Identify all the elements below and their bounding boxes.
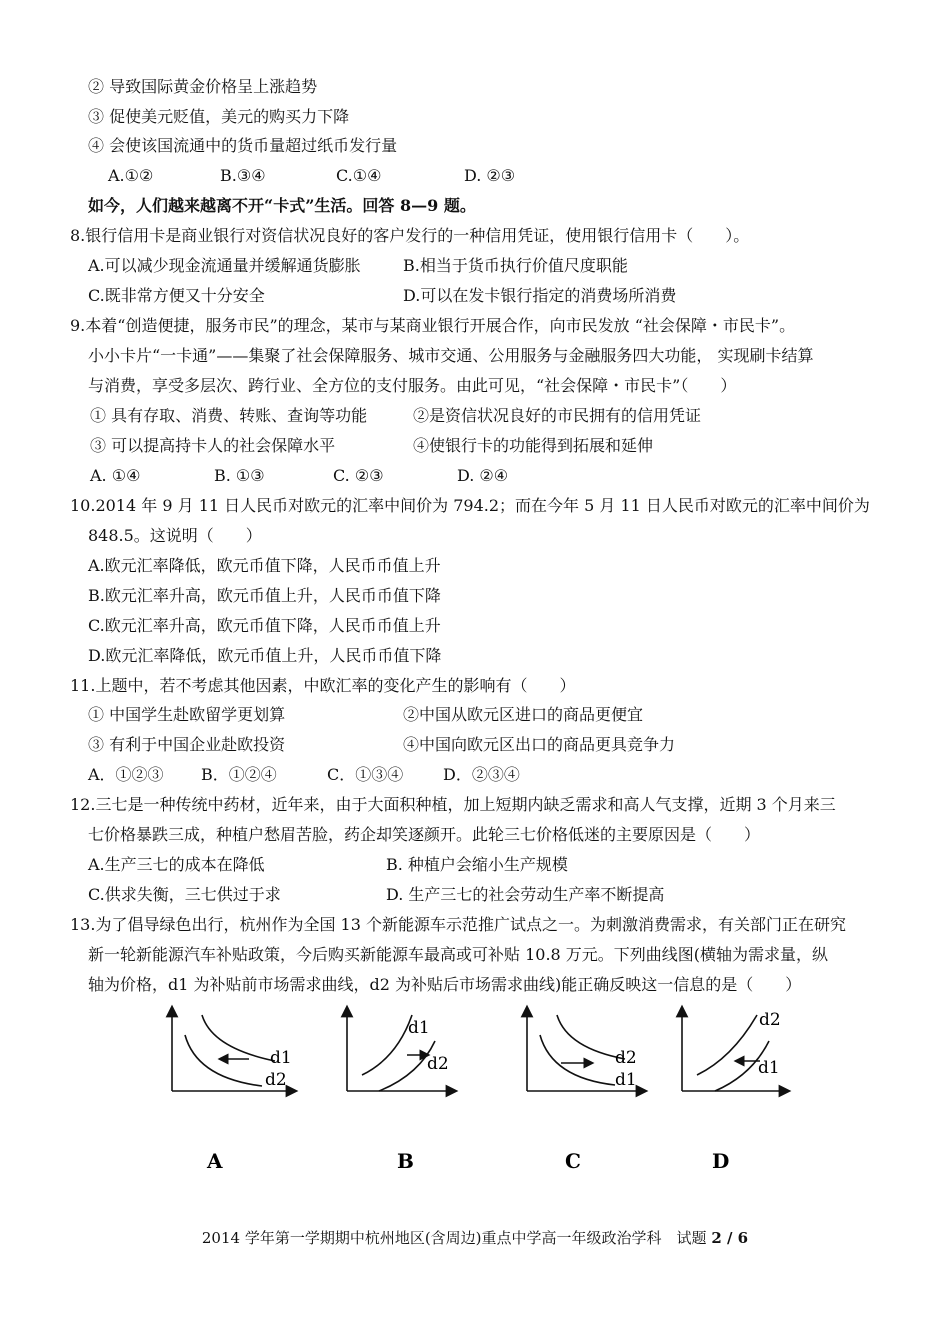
q9-line-2: 小小卡片“一卡通”——集聚了社会保障服务、城市交通、公用服务与金融服务四大功能， 实现刷卡结算 <box>88 346 814 365</box>
curve-b-upper <box>362 1015 412 1075</box>
q7-item-4: ④ 会使该国流通中的货币量超过纸币发行量 <box>88 136 398 155</box>
q11-option-a: A．①②③ <box>88 765 164 784</box>
q7-item-2: ② 导致国际黄金价格呈上涨趋势 <box>88 77 318 96</box>
label-a-lower: d2 <box>265 1070 287 1090</box>
label-a-upper: d1 <box>270 1048 292 1068</box>
q9-item-1: ① 具有存取、消费、转账、查询等功能 <box>90 406 368 425</box>
graph-panel-d <box>682 1010 785 1173</box>
q12-line-1: 12.三七是一种传统中药材，近年来，由于大面积种植，加上短期内缺乏需求和高人气支撑，近期 3 个月来三 <box>70 795 836 814</box>
demand-curve-figure <box>157 1003 792 1193</box>
q10-line-2: 848.5。这说明（ ） <box>88 526 262 545</box>
q11-item-1: ① 中国学生赴欧留学更划算 <box>88 705 286 724</box>
label-c-upper: d2 <box>615 1048 637 1068</box>
q9-item-2: ②是资信状况良好的市民拥有的信用凭证 <box>413 406 702 425</box>
q12-option-d: D. 生产三七的社会劳动生产率不断提高 <box>386 885 665 904</box>
label-b-lower: d2 <box>427 1054 449 1074</box>
q10-option-c: C.欧元汇率升高，欧元币值下降，人民币币值上升 <box>88 616 441 635</box>
q9-item-4: ④使银行卡的功能得到拓展和延伸 <box>413 436 654 455</box>
panel-letter-d: D <box>712 1149 730 1173</box>
q9-item-3: ③ 可以提高持卡人的社会保障水平 <box>90 436 336 455</box>
footer-text: 2014 学年第一学期期中杭州地区(含周边)重点中学高一年级政治学科 试题 <box>201 1229 707 1247</box>
panel-letter-c: C <box>565 1149 581 1173</box>
q8-option-d: D.可以在发卡银行指定的消费场所消费 <box>403 286 677 305</box>
q7-option-b: B.③④ <box>220 166 266 185</box>
q11-stem: 11.上题中，若不考虑其他因素，中欧汇率的变化产生的影响有（ ） <box>70 676 576 695</box>
q13-line-1: 13.为了倡导绿色出行，杭州作为全国 13 个新能源车示范推广试点之一。为刺激消费需求，有关部门正在研究 <box>70 915 846 934</box>
q10-option-d: D.欧元汇率降低，欧元币值上升，人民币币值下降 <box>88 646 442 665</box>
q13-line-3: 轴为价格，d1 为补贴前市场需求曲线，d2 为补贴后市场需求曲线)能正确反映这一信息的是（ ） <box>88 975 802 994</box>
q10-option-a: A.欧元汇率降低，欧元币值下降，人民币币值上升 <box>88 556 441 575</box>
panel-letter-a: A <box>207 1149 223 1173</box>
label-c-lower: d1 <box>615 1070 637 1090</box>
q11-item-3: ③ 有利于中国企业赴欧投资 <box>88 735 286 754</box>
q10-option-b: B.欧元汇率升高，欧元币值上升，人民币币值下降 <box>88 586 441 605</box>
graph-panel-a <box>172 1011 292 1173</box>
curve-d-upper <box>697 1015 757 1075</box>
q7-item-3: ③ 促使美元贬值，美元的购买力下降 <box>88 107 350 126</box>
q9-line-3: 与消费，享受多层次、跨行业、全方位的支付服务。由此可见，“社会保障・市民卡”（ ） <box>88 376 737 395</box>
q11-option-b: B．①②④ <box>201 765 277 784</box>
graph-panel-b <box>347 1011 452 1173</box>
q12-option-c: C.供求失衡，三七供过于求 <box>88 885 281 904</box>
curve-a-upper <box>202 1015 275 1061</box>
q11-item-2: ②中国从欧元区进口的商品更便宜 <box>403 705 644 724</box>
q13-line-2: 新一轮新能源汽车补贴政策，今后购买新能源车最高或可补贴 10.8 万元。下列曲线图(横轴为需求量，纵 <box>88 945 829 964</box>
q7-option-c: C.①④ <box>336 166 382 185</box>
page-footer <box>0 1228 950 1248</box>
q9-option-a: A. ①④ <box>90 466 141 485</box>
q8-stem: 8.银行信用卡是商业银行对资信状况良好的客户发行的一种信用凭证，使用银行信用卡（ ）。 <box>70 226 750 245</box>
panel-letter-b: B <box>397 1149 414 1173</box>
label-b-upper: d1 <box>408 1018 430 1038</box>
q12-line-2: 七价格暴跌三成，种植户愁眉苦脸，药企却笑逐颜开。此轮三七价格低迷的主要原因是（ ） <box>88 825 761 844</box>
q12-option-a: A.生产三七的成本在降低 <box>88 855 265 874</box>
q9-option-b: B. ①③ <box>214 466 265 485</box>
q8-option-b: B.相当于货币执行价值尺度职能 <box>403 256 628 275</box>
label-d-upper: d2 <box>759 1010 781 1030</box>
q9-line-1: 9.本着“创造便捷，服务市民”的理念，某市与某商业银行开展合作，向市民发放 “社会保障・市民卡”。 <box>70 316 796 335</box>
q11-option-d: D．②③④ <box>443 765 520 784</box>
intro-8-9: 如今，人们越来越离不开“卡式”生活。回答 8—9 题。 <box>88 196 476 215</box>
q8-option-c: C.既非常方便又十分安全 <box>88 286 265 305</box>
graph-panel-c <box>527 1011 642 1173</box>
q9-option-c: C. ②③ <box>333 466 384 485</box>
q11-item-4: ④中国向欧元区出口的商品更具竞争力 <box>403 735 676 754</box>
q12-option-b: B. 种植户会缩小生产规模 <box>386 855 568 874</box>
q11-option-c: C．①③④ <box>327 765 404 784</box>
q8-option-a: A.可以减少现金流通量并缓解通货膨胀 <box>88 256 361 275</box>
q9-option-d: D. ②④ <box>457 466 509 485</box>
q7-option-a: A.①② <box>108 166 154 185</box>
q7-option-d: D. ②③ <box>464 166 516 185</box>
q10-line-1: 10.2014 年 9 月 11 日人民币对欧元的汇率中间价为 794.2；而在今年 5 月 11 日人民币对欧元的汇率中间价为 <box>70 496 870 515</box>
page-number: 2 / 6 <box>711 1229 749 1247</box>
curve-c-lower <box>540 1035 615 1085</box>
label-d-lower: d1 <box>758 1058 780 1078</box>
